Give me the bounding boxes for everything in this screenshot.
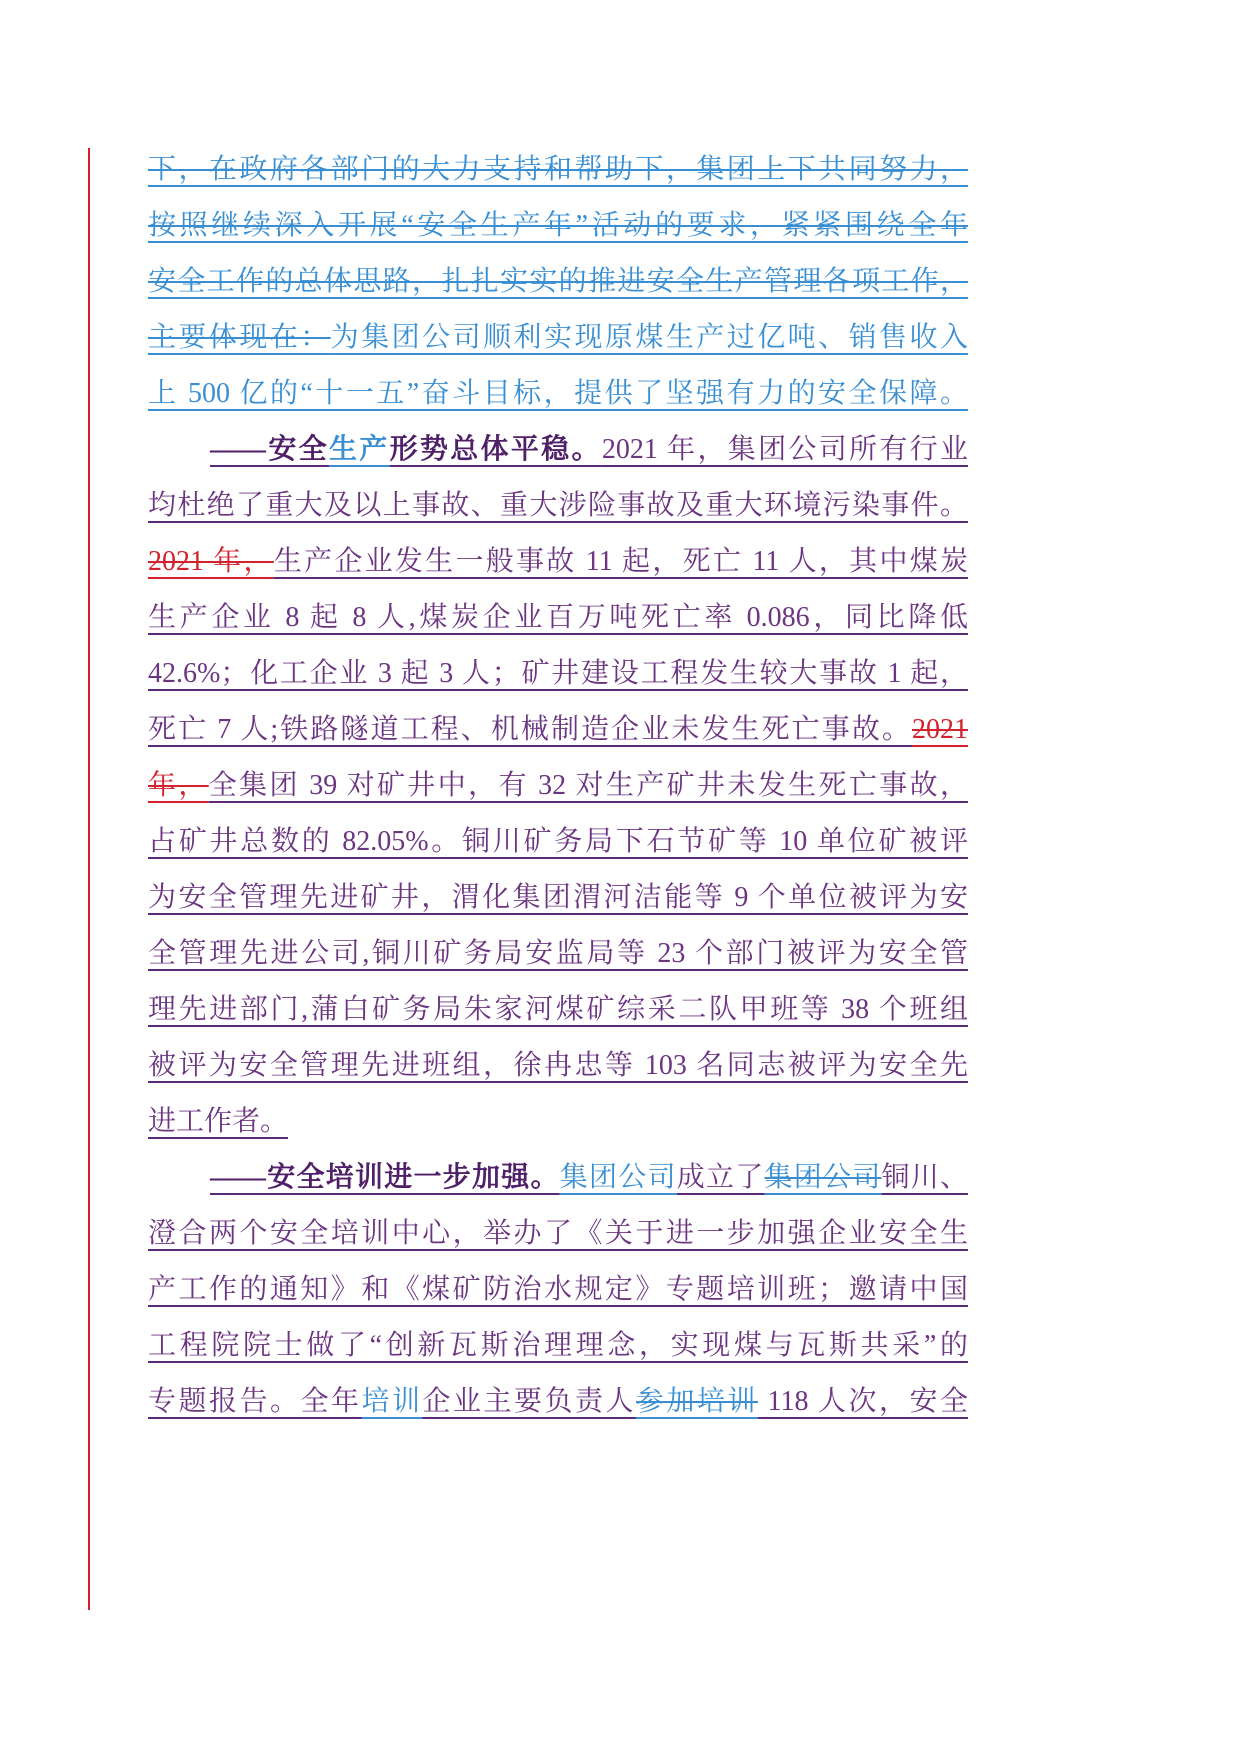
- document-body: [148, 142, 968, 1430]
- body-text: 死亡 7 人;铁路隧道工程、机械制造企业未发生死亡事故。: [148, 714, 912, 745]
- deleted-text: 2021 年，: [148, 546, 274, 577]
- deleted-text: 参加培训: [636, 1386, 758, 1417]
- text-line: [148, 310, 968, 366]
- text-line: [148, 142, 968, 198]
- body-text: 进工作者。: [148, 1106, 289, 1137]
- body-text: 生产企业发生一般事故 11 起，死亡 11 人，其中煤炭: [273, 546, 968, 577]
- text-line: [148, 478, 968, 534]
- text-line: [148, 702, 968, 758]
- text-line: [148, 758, 968, 814]
- text-line: [148, 814, 968, 870]
- paragraph: [148, 422, 968, 1150]
- body-text: 企业主要负责人: [422, 1386, 636, 1417]
- inserted-text: 集团公司: [559, 1162, 677, 1193]
- body-text: 42.6%；化工企业 3 起 3 人；矿井建设工程发生较大事故 1 起，: [148, 658, 968, 689]
- body-text: 为安全管理先进矿井，渭化集团渭河洁能等 9 个单位被评为安: [148, 882, 968, 913]
- text-line: [148, 534, 968, 590]
- text-line: [148, 422, 968, 478]
- heading-text: ——安全: [210, 434, 329, 465]
- text-line: [148, 1318, 968, 1374]
- body-text: 全集团 39 对矿井中，有 32 对生产矿井未发生死亡事故，: [208, 770, 968, 801]
- deleted-text: 主要体现在：: [148, 322, 331, 353]
- text-line: [148, 1150, 968, 1206]
- body-text: 专题报告。全年: [148, 1386, 362, 1417]
- text-line: [148, 646, 968, 702]
- body-text: 2021 年，集团公司所有行业: [601, 434, 968, 465]
- inserted-text: 培训: [361, 1386, 423, 1417]
- deleted-text: 2021: [912, 714, 968, 745]
- text-line: [148, 870, 968, 926]
- body-text: 工程院院士做了“创新瓦斯治理理念，实现煤与瓦斯共采”的: [148, 1330, 968, 1361]
- heading-text: ——安全培训进一步加强。: [210, 1162, 560, 1193]
- text-line: [148, 366, 968, 422]
- body-text: 全管理先进公司,铜川矿务局安监局等 23 个部门被评为安全管: [148, 938, 968, 969]
- body-text: 产工作的通知》和《煤矿防治水规定》专题培训班；邀请中国: [148, 1274, 968, 1305]
- text-line: [148, 1262, 968, 1318]
- inserted-text: 上 500 亿的“十一五”奋斗目标，提供了坚强有力的安全保障。: [148, 378, 968, 409]
- body-text: 铜川、: [881, 1162, 968, 1193]
- revision-change-bar: [88, 148, 90, 1610]
- paragraph: [148, 1150, 968, 1430]
- paragraph: [148, 142, 968, 422]
- heading-text: 形势总体平稳。: [389, 434, 602, 465]
- text-line: [148, 1206, 968, 1262]
- body-text: 成立了: [676, 1162, 765, 1193]
- body-text: 澄合两个安全培训中心，举办了《关于进一步加强企业安全生: [148, 1218, 968, 1249]
- body-text: 被评为安全管理先进班组，徐冉忠等 103 名同志被评为安全先: [148, 1050, 968, 1081]
- body-text: 118 人次，安全: [758, 1386, 968, 1417]
- body-text: 生产企业 8 起 8 人,煤炭企业百万吨死亡率 0.086，同比降低: [148, 602, 968, 633]
- body-text: 均杜绝了重大及以上事故、重大涉险事故及重大环境污染事件。: [148, 490, 968, 521]
- body-text: 占矿井总数的 82.05%。铜川矿务局下石节矿等 10 单位矿被评: [148, 826, 968, 857]
- inserted-text: 为集团公司顺利实现原煤生产过亿吨、销售收入: [330, 322, 968, 353]
- text-line: [148, 1374, 968, 1430]
- text-line: [148, 926, 968, 982]
- deleted-text: 年，: [148, 770, 209, 801]
- text-line: [148, 1094, 968, 1150]
- text-line: [148, 590, 968, 646]
- deleted-text: 下，在政府各部门的大力支持和帮助下，集团上下共同努力，: [148, 154, 968, 185]
- text-line: [148, 198, 968, 254]
- inserted-heading-text: 生产: [328, 434, 390, 465]
- text-line: [148, 1038, 968, 1094]
- text-line: [148, 982, 968, 1038]
- deleted-text: 安全工作的总体思路，扎扎实实的推进安全生产管理各项工作，: [148, 266, 968, 297]
- text-line: [148, 254, 968, 310]
- body-text: 理先进部门,蒲白矿务局朱家河煤矿综采二队甲班等 38 个班组: [148, 994, 968, 1025]
- deleted-text: 集团公司: [764, 1162, 882, 1193]
- deleted-text: 按照继续深入开展“安全生产年”活动的要求，紧紧围绕全年: [148, 210, 968, 241]
